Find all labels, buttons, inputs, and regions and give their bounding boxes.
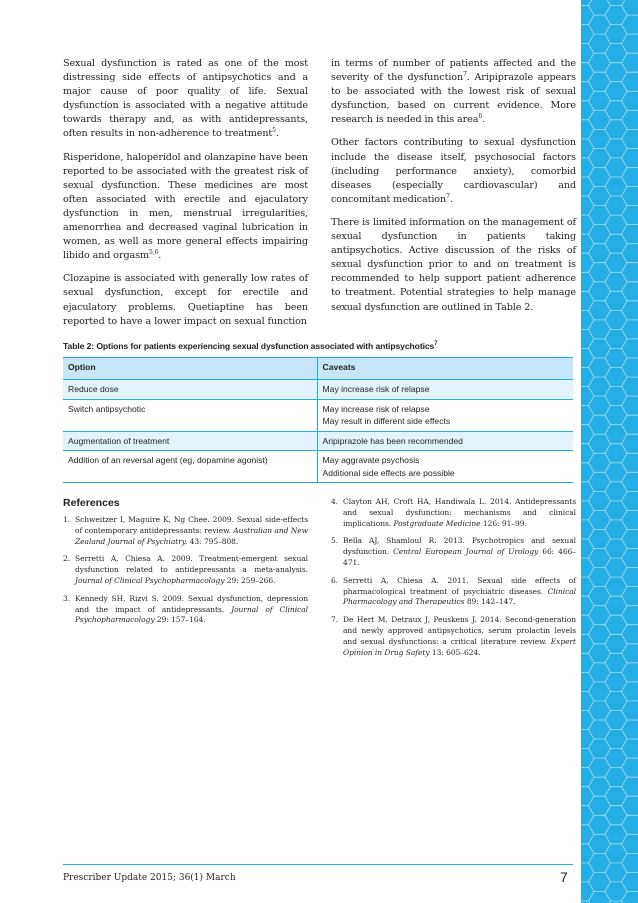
paragraph-text: Sexual dysfunction is rated as one of the most distressing side effects of antipsychotics and a major cause of poor quality of life. Sexual dysfunction is associated with a negative attitude towards therapy and, as with antidepressants, often results in non-adherence to treatment	[63, 58, 308, 140]
paragraph-text: .	[449, 193, 453, 205]
hexagon-shape	[589, 396, 611, 415]
references-list-right	[331, 497, 576, 665]
reference-item	[331, 615, 576, 658]
hexagon-shape	[622, 34, 638, 53]
hexagon-shape	[622, 815, 638, 834]
hexagon-shape	[622, 148, 638, 167]
hexagon-shape	[589, 148, 611, 167]
hexagon-shape	[581, 234, 594, 253]
reference-item	[63, 554, 308, 586]
paragraph-text: There is limited information on the management of sexual dysfunction in patients taking antipsychotics. Active discussion of the risks of sexual dysfunction prior to and on treatment is recommended to help support patient adherence to treatment. Potential strategies to help manage sexual dysfunction are outlined in Table 2.	[331, 216, 576, 313]
caveats-cell	[317, 431, 573, 451]
hexagon-shape	[589, 777, 611, 796]
hexagon-shape	[605, 82, 627, 101]
hexagon-shape	[589, 72, 611, 91]
reference-journal: Postgraduate Medicine	[393, 518, 481, 528]
hexagon-shape	[622, 301, 638, 320]
hexagon-shape	[605, 596, 627, 615]
hexagon-shape	[605, 749, 627, 768]
caveat-line: Aripiprazole has been recommended	[322, 435, 463, 446]
hexagon-shape	[622, 396, 638, 415]
hexagon-shape	[589, 0, 611, 15]
caveat-line: May increase risk of relapse	[322, 403, 430, 414]
reference-details: 29: 157–164.	[156, 615, 206, 625]
caveats-cell	[317, 451, 573, 483]
hexagon-shape	[622, 644, 638, 663]
hexagon-shape	[605, 253, 627, 272]
hexagon-shape	[581, 6, 594, 25]
hexagon-shape	[605, 6, 627, 25]
table-title: Table 2: Options for patients experiencing sexual dysfunction associated with antipsychotics$^7$	[63, 341, 438, 351]
hexagon-shape	[589, 472, 611, 491]
reference-journal: Clinical Pharmacology and Therapeutics	[343, 586, 576, 607]
hexagon-shape	[589, 358, 611, 377]
option-cell: Addition of an reversal agent (eg, dopamine agonist)	[63, 451, 317, 483]
hexagon-shape	[589, 34, 611, 53]
reference-authors: Serretti A, Chiesa A. 2009. Treatment-emergent sexual dysfunction related to antidepressants a meta-analysis.	[75, 554, 308, 575]
hexagon-shape	[589, 301, 611, 320]
reference-number: 5.	[331, 536, 339, 546]
hexagon-shape	[605, 634, 627, 653]
hexagon-shape	[622, 129, 638, 148]
hexagon-shape	[581, 634, 594, 653]
hexagon-shape	[622, 777, 638, 796]
hexagon-shape	[589, 110, 611, 129]
hexagon-shape	[589, 91, 611, 110]
hexagon-shape	[622, 834, 638, 853]
hexagon-shape	[581, 329, 594, 348]
hexagon-shape	[589, 815, 611, 834]
reference-item	[63, 594, 308, 626]
hexagon-shape	[622, 244, 638, 263]
hexagon-shape	[589, 587, 611, 606]
paragraph-text: . Aripiprazole appears to be associated with the lowest risk of sexual dysfunction, based on current evidence. More research is needed in this area	[331, 72, 576, 126]
left-text-column	[63, 57, 308, 338]
hexagon-shape	[622, 110, 638, 129]
hexagon-shape	[605, 539, 627, 558]
hexagon-shape	[581, 425, 594, 444]
hexagon-shape	[589, 320, 611, 339]
caveats-cell	[317, 399, 573, 431]
option-cell: Reduce dose	[63, 380, 317, 400]
hexagon-shape	[622, 263, 638, 282]
hexagon-shape	[622, 568, 638, 587]
caveat-line: May increase risk of relapse	[322, 384, 430, 394]
paragraph-text: .	[482, 114, 486, 126]
hexagon-shape	[605, 558, 627, 577]
page-number: 7	[560, 869, 568, 885]
hexagon-shape	[581, 158, 594, 177]
hexagon-shape	[622, 434, 638, 453]
hexagon-shape	[581, 63, 594, 82]
hexagon-shape	[581, 272, 594, 291]
hexagon-shape	[581, 768, 594, 787]
hexagon-shape	[581, 291, 594, 310]
hexagon-shape	[581, 310, 594, 329]
hexagon-shape	[581, 101, 594, 120]
hexagon-shape	[581, 539, 594, 558]
reference-journal: Australian and New Zealand Journal of Psychiatry.	[75, 525, 308, 546]
hexagon-shape	[589, 872, 611, 891]
hexagon-shape	[581, 615, 594, 634]
hexagon-shape	[581, 749, 594, 768]
hexagon-shape	[622, 530, 638, 549]
hexagon-shape	[581, 577, 594, 596]
hexagon-shape	[622, 282, 638, 301]
table-row	[63, 451, 573, 483]
hexagon-shape	[589, 796, 611, 815]
hexagon-shape	[622, 491, 638, 510]
reference-authors: De Hert M, Detraux J, Peuskens J. 2014. Second-generation and newly approved antipsychotics, serum prolactin levels and sexual dysfunctions: a critical literature review.	[343, 615, 576, 646]
header-option: Option	[63, 358, 317, 380]
reference-details: 126: 91–99.	[482, 518, 527, 528]
hexagon-shape	[581, 672, 594, 691]
hexagon-shape	[589, 682, 611, 701]
hexagon-shape	[589, 491, 611, 510]
hexagon-shape	[589, 225, 611, 244]
hexagon-shape	[622, 225, 638, 244]
citation-superscript: 7	[446, 192, 450, 200]
hexagon-shape	[622, 168, 638, 187]
hexagon-shape	[581, 711, 594, 730]
hexagon-shape	[605, 863, 627, 882]
hexagon-shape	[589, 644, 611, 663]
paragraph-text: in terms of number of patients affected and the severity of the dysfunction	[331, 58, 576, 84]
reference-details: 66: 466–471.	[343, 547, 576, 567]
hexagon-shape	[622, 453, 638, 472]
hexagon-shape	[589, 244, 611, 263]
hexagon-shape	[589, 834, 611, 853]
hexagon-shape	[622, 320, 638, 339]
hexagon-shape	[589, 510, 611, 529]
hexagon-shape	[581, 863, 594, 882]
hexagon-shape	[605, 139, 627, 158]
hexagon-shape	[589, 568, 611, 587]
hexagon-shape	[605, 730, 627, 749]
references-heading: References	[63, 497, 120, 509]
table-header-row	[63, 358, 573, 380]
hexagon-shape	[605, 425, 627, 444]
hexagon-shape	[589, 206, 611, 225]
hexagon-shape	[589, 168, 611, 187]
hexagon-shape	[581, 730, 594, 749]
hexagon-shape	[581, 482, 594, 501]
reference-number: 1.	[63, 515, 71, 524]
reference-number: 2.	[63, 554, 71, 564]
hexagon-shape	[622, 853, 638, 872]
hexagon-shape	[622, 53, 638, 72]
body-paragraph	[331, 216, 576, 315]
citation-superscript: 7	[463, 70, 467, 78]
paragraph-text: Clozapine is associated with generally low rates of sexual dysfunction, except for erectile and ejaculatory problems. Quetiaptine has been reported to have a lower impact on sexual function	[63, 273, 308, 327]
paragraph-text: Other factors contributing to sexual dysfunction include the disease itself, psychosocial factors (including performance anxiety), comorbid diseases (especially cardiovascular) and concomitant medication	[331, 137, 576, 205]
reference-item	[331, 497, 576, 529]
caveat-line: May aggravate psychosis	[322, 455, 420, 465]
hexagon-shape	[581, 882, 594, 901]
reference-details: 13: 605–624.	[431, 647, 481, 657]
hexagon-shape	[581, 501, 594, 520]
body-paragraph	[63, 272, 308, 328]
hexagon-shape	[622, 606, 638, 625]
hexagon-shape	[589, 549, 611, 568]
hexagon-shape	[605, 44, 627, 63]
hexagon-shape	[622, 587, 638, 606]
hexagon-shape	[605, 196, 627, 215]
hexagon-shape	[605, 101, 627, 120]
hexagon-shape	[622, 15, 638, 34]
table-row	[63, 399, 573, 431]
hexagon-shape	[622, 682, 638, 701]
hexagon-shape	[605, 882, 627, 901]
hexagon-shape	[605, 272, 627, 291]
hexagon-shape	[605, 787, 627, 806]
hexagon-shape	[622, 549, 638, 568]
hexagon-shape	[581, 787, 594, 806]
options-table	[63, 357, 573, 483]
citation-superscript: 6	[478, 113, 483, 121]
hexagon-shape	[605, 158, 627, 177]
hexagon-shape	[581, 596, 594, 615]
hexagon-shape	[581, 349, 594, 368]
hexagon-shape	[581, 806, 594, 825]
hexagon-shape	[605, 577, 627, 596]
hexagon-shape	[589, 434, 611, 453]
footer-citation: Prescriber Update 2015; 36(1) March	[63, 873, 236, 883]
references-list-left	[63, 515, 308, 633]
hexagon-shape	[589, 282, 611, 301]
option-cell: Switch antipsychotic	[63, 399, 317, 431]
hexagon-shape	[605, 653, 627, 672]
hexagon-pattern	[581, 0, 638, 903]
caveat-line: Additional side effects are possible	[322, 467, 455, 478]
hexagon-shape	[581, 25, 594, 44]
hexagon-shape	[581, 653, 594, 672]
hexagon-shape	[581, 444, 594, 463]
table-row	[63, 380, 573, 400]
hexagon-shape	[589, 187, 611, 206]
reference-number: 7.	[331, 615, 339, 625]
hexagon-shape	[605, 806, 627, 825]
reference-authors: Schweitzer I, Maguire K, Ng Chee. 2009. Sexual side-effects of contemporary antidepressants: review.	[75, 515, 308, 535]
reference-details: 29: 259–266.	[226, 575, 276, 585]
hexagon-shape	[622, 206, 638, 225]
hexagon-shape	[605, 501, 627, 520]
body-paragraph	[331, 136, 576, 206]
hexagon-shape	[581, 825, 594, 844]
hexagon-shape	[605, 520, 627, 539]
hexagon-shape	[605, 368, 627, 387]
right-text-column	[331, 57, 576, 324]
hexagon-shape	[581, 406, 594, 425]
hexagon-shape	[605, 120, 627, 139]
hexagon-shape	[605, 329, 627, 348]
caveat-line: May result in different side effects	[322, 416, 451, 426]
hexagon-shape	[605, 63, 627, 82]
hexagon-shape	[622, 358, 638, 377]
hexagon-shape	[589, 415, 611, 434]
reference-item	[63, 515, 308, 547]
hexagon-shape	[589, 453, 611, 472]
hexagon-shape	[581, 368, 594, 387]
hexagon-shape	[622, 91, 638, 110]
hexagon-shape	[605, 291, 627, 310]
hexagon-shape	[605, 406, 627, 425]
hexagon-shape	[589, 15, 611, 34]
caveats-cell	[317, 380, 573, 400]
hexagon-shape	[622, 187, 638, 206]
hexagon-shape	[622, 72, 638, 91]
hexagon-shape	[589, 377, 611, 396]
hexagon-shape	[581, 177, 594, 196]
reference-authors: Serretti A, Chiesa A. 2011. Sexual side effects of pharmacological treatment of psychiatric diseases.	[343, 575, 576, 596]
hexagon-shape	[622, 720, 638, 739]
hexagon-shape	[581, 120, 594, 139]
hexagon-shape	[581, 82, 594, 101]
body-paragraph	[63, 57, 308, 142]
reference-number: 3.	[63, 593, 71, 603]
reference-authors: Clayton AH, Croft HA, Handiwala L. 2014. Antidepressants and sexual dysfunction: mechanisms and clinical implications.	[343, 497, 576, 528]
hexagon-shape	[589, 758, 611, 777]
reference-journal: Expert Opinion in Drug Safety	[343, 636, 576, 657]
hexagon-shape	[589, 701, 611, 720]
hexagon-shape	[589, 663, 611, 682]
hexagon-shape	[581, 139, 594, 158]
hexagon-shape	[581, 387, 594, 406]
hexagon-shape	[605, 691, 627, 710]
reference-journal: Journal of Clinical Psychopharmacology	[75, 575, 225, 585]
hexagon-shape	[605, 444, 627, 463]
reference-journal: Central European Journal of Urology	[393, 547, 539, 557]
hexagon-shape	[622, 701, 638, 720]
option-cell: Augmentation of treatment	[63, 431, 317, 451]
citation-superscript: 5,6	[148, 249, 159, 257]
hexagon-shape	[622, 510, 638, 529]
hexagon-shape	[581, 215, 594, 234]
hexagon-shape	[622, 625, 638, 644]
hexagon-shape	[581, 44, 594, 63]
hexagon-shape	[605, 0, 627, 6]
hexagon-shape	[622, 377, 638, 396]
body-paragraph	[331, 57, 576, 127]
hexagon-shape	[622, 892, 638, 903]
reference-number: 4.	[331, 497, 339, 506]
hexagon-shape	[622, 339, 638, 358]
paragraph-text: .	[158, 250, 162, 262]
hexagon-shape	[589, 530, 611, 549]
hexagon-shape	[589, 53, 611, 72]
reference-journal: Journal of Clinical Psychopharmacology	[75, 604, 308, 625]
hexagon-shape	[605, 768, 627, 787]
hexagon-shape	[581, 253, 594, 272]
hexagon-shape	[605, 215, 627, 234]
hexagon-shape	[589, 720, 611, 739]
hexagon-shape	[581, 196, 594, 215]
reference-details: 89: 142–147.	[466, 597, 516, 607]
hexagon-shape	[622, 758, 638, 777]
paragraph-text: Risperidone, haloperidol and olanzapine have been reported to be associated with the greatest risk of sexual dysfunction. These medicines are most often associated with erectile and ejaculatory dysfunction in men, menstrual irregularities, amenorrhea and decreased vaginal lubrication in women, as well as more general effects impairing libido and orgasm	[63, 151, 308, 262]
hexagon-shape	[605, 387, 627, 406]
reference-authors: Bella AJ, Shamloul R. 2013. Psychotropics and sexual dysfunction.	[343, 536, 576, 557]
hexagon-shape	[605, 310, 627, 329]
table-row	[63, 431, 573, 451]
hexagon-shape	[589, 892, 611, 903]
hexagon-shape	[589, 853, 611, 872]
hexagon-shape	[605, 672, 627, 691]
hexagon-shape	[589, 263, 611, 282]
reference-number: 6.	[331, 575, 339, 585]
hexagon-shape	[605, 711, 627, 730]
hexagon-shape	[605, 482, 627, 501]
hexagon-shape	[589, 339, 611, 358]
hexagon-shape	[581, 558, 594, 577]
hexagon-shape	[605, 177, 627, 196]
hexagon-shape	[581, 691, 594, 710]
reference-item	[331, 536, 576, 568]
header-caveats: Caveats	[317, 358, 573, 380]
hexagon-shape	[581, 463, 594, 482]
decorative-side-band	[581, 0, 638, 903]
hexagon-shape	[622, 739, 638, 758]
reference-details: 43: 795–808.	[189, 536, 239, 546]
hexagon-shape	[605, 349, 627, 368]
citation-superscript: 5	[272, 127, 276, 135]
hexagon-shape	[622, 472, 638, 491]
hexagon-shape	[622, 663, 638, 682]
body-paragraph	[63, 151, 308, 264]
reference-item	[331, 576, 576, 608]
hexagon-shape	[605, 463, 627, 482]
hexagon-shape	[589, 739, 611, 758]
hexagon-shape	[589, 129, 611, 148]
hexagon-shape	[605, 615, 627, 634]
reference-authors: Kennedy SH, Rizvi S. 2009. Sexual dysfunction, depression and the impact of antidepressants.	[75, 593, 308, 614]
hexagon-shape	[589, 606, 611, 625]
hexagon-shape	[581, 0, 594, 6]
hexagon-shape	[605, 25, 627, 44]
hexagon-shape	[581, 844, 594, 863]
hexagon-shape	[622, 796, 638, 815]
hexagon-shape	[622, 872, 638, 891]
hexagon-shape	[581, 520, 594, 539]
paragraph-text: .	[275, 128, 279, 140]
hexagon-shape	[605, 825, 627, 844]
hexagon-shape	[622, 415, 638, 434]
hexagon-shape	[605, 234, 627, 253]
footer-divider	[63, 864, 573, 865]
hexagon-shape	[605, 844, 627, 863]
hexagon-shape	[622, 0, 638, 15]
hexagon-shape	[589, 625, 611, 644]
